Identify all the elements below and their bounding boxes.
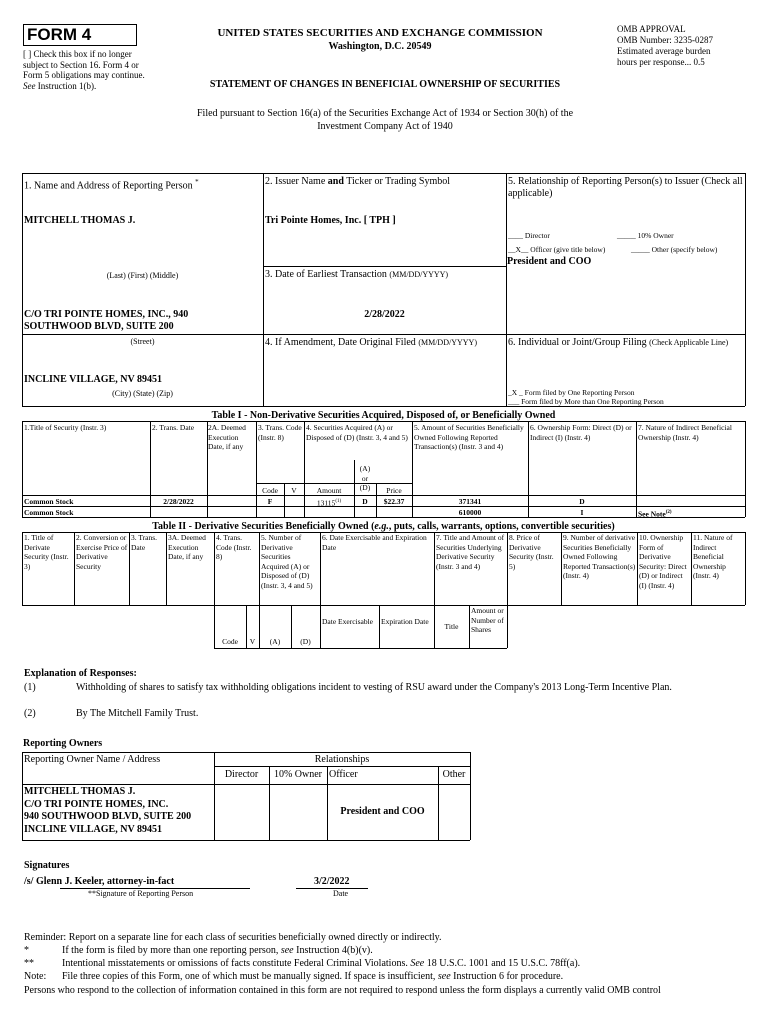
box3-label	[265, 269, 448, 281]
omb-hours: hours per response... 0.5	[617, 57, 705, 67]
t2-h-number: 5. Number of Derivative Securities Acquired (A) or Disposed of (D) (Instr. 3, 4 and 5)	[261, 533, 313, 590]
owner-line: MITCHELL THOMAS J.	[24, 786, 136, 797]
t1-h-amount: 5. Amount of Securities Beneficially Owned Following Reported Transaction(s) (Instr. 3 and 4)	[414, 423, 524, 451]
t2-h-owned: 9. Number of derivative Securities Beneficially Owned Following Reported Transaction(s) (Instr. 4)	[563, 533, 636, 580]
agency-city: Washington, D.C. 20549	[328, 41, 432, 52]
explanation-2-text: By The Mitchell Family Trust.	[76, 708, 199, 719]
t1-r0-amount-value: 13115	[316, 498, 336, 508]
t2-h-exercisable: 6. Date Exercisable and Expiration Date	[322, 533, 427, 552]
street-caption: (Street)	[130, 337, 155, 346]
footer-persons: Persons who respond to the collection of information contained in this form are not required to respond unless the form displays a currently valid OMB control	[24, 985, 661, 996]
footer-star-text	[62, 945, 373, 957]
filed-pursuant-line1: Filed pursuant to Section 16(a) of the Securities Exchange Act of 1934 or Section 30(h) of the	[196, 108, 574, 119]
t1-r1-form: I	[580, 508, 584, 517]
t1-r0-form: D	[579, 497, 585, 506]
checkbox-note-text: [ ] Check this box if no longer subject to Section 16. Form 4 or Form 5 obligations may continue.	[23, 49, 145, 80]
footer-star-sym: *	[24, 945, 29, 956]
officer-title: President and COO	[507, 256, 592, 267]
footer-note-text	[62, 971, 563, 983]
footer-dstar-a: Intentional misstatements or omissions of facts constitute Federal Criminal Violations.	[62, 958, 408, 969]
t2-h-price: 8. Price of Derivative Security (Instr. 5)	[509, 533, 554, 571]
t1-sub-code: Code	[262, 486, 278, 495]
t1-r0-owned: 371341	[458, 497, 482, 506]
reporting-person-name: MITCHELL THOMAS J.	[24, 215, 136, 226]
t1-r0-amount-note: (1)	[335, 499, 342, 504]
t2-h-nature: 11. Nature of Indirect Beneficial Ownership (Instr. 4)	[693, 533, 733, 580]
t1-r1-title: Common Stock	[24, 508, 74, 517]
footer-star-b: Instruction 4(b)(v).	[296, 945, 373, 956]
t1-r0-aord: D	[362, 497, 368, 506]
signature-text: /s/ Glenn J. Keeler, attorney-in-fact	[24, 876, 175, 887]
agency-name: UNITED STATES SECURITIES AND EXCHANGE COMMISSION	[217, 27, 543, 39]
footer-note-see: see	[437, 971, 451, 982]
omb-burden: Estimated average burden	[617, 46, 711, 56]
signature-caption: **Signature of Reporting Person	[88, 889, 194, 898]
t1-h-title: 1.Title of Security (Instr. 3)	[24, 423, 107, 432]
filing-more: ___ Form filed by More than One Reporting Person	[508, 397, 664, 406]
box5-label: 5. Relationship of Reporting Person(s) to Issuer (Check all applicable)	[508, 176, 743, 199]
filing-one: _X _ Form filed by One Reporting Person	[508, 388, 635, 397]
rel-other: _____ Other (specify below)	[631, 245, 718, 254]
checkbox-note-instr: Instruction 1(b).	[37, 80, 97, 91]
t1-h-code: 3. Trans. Code (Instr. 8)	[258, 423, 302, 442]
city-caption: (City) (State) (Zip)	[112, 389, 173, 398]
t2-h-underlying: 7. Title and Amount of Securities Underlying Derivative Security (Instr. 3 and 4)	[436, 533, 505, 571]
signatures-heading: Signatures	[24, 860, 70, 871]
t1-r0-amount	[304, 497, 354, 508]
t1-r0-price: $22.37	[383, 497, 405, 506]
omb-approval: OMB APPROVAL	[617, 24, 686, 34]
box2-label-a: 2. Issuer Name	[265, 176, 326, 187]
filed-pursuant-line2: Investment Company Act of 1940	[317, 121, 453, 132]
footer-reminder: Reminder: Report on a separate line for each class of securities beneficially owned directly or indirectly.	[24, 932, 442, 943]
t1-r0-code: F	[267, 497, 273, 506]
signature-date: 3/2/2022	[314, 876, 350, 887]
table2-title-a: Table II - Derivative Securities Beneficially Owned (	[152, 521, 375, 532]
omb-number: OMB Number: 3235-0287	[617, 35, 713, 45]
explanation-heading: Explanation of Responses:	[24, 668, 137, 679]
owners-col-officer: Officer	[329, 769, 358, 780]
explanation-1-text: Withholding of shares to satisfy tax withholding obligations incident to vesting of RSU award under the Company's 2013 Long-Term Incentive Plan.	[76, 682, 672, 693]
table2-title-b: , puts, calls, warrants, options, convertible securities)	[388, 521, 615, 532]
signature-date-caption: Date	[333, 889, 349, 898]
t2-h-title: 1. Title of Derivate Security (Instr. 3)	[24, 533, 69, 571]
reporting-person-street: C/O TRI POINTE HOMES, INC., 940 SOUTHWOOD BLVD, SUITE 200	[24, 309, 189, 332]
box2-label-b: Ticker or Trading Symbol	[346, 176, 451, 187]
box1-label-star: *	[195, 178, 199, 186]
t2-sub-a: (A)	[269, 637, 281, 646]
t1-r1-nature-note: (2)	[665, 510, 672, 515]
issuer-name: Tri Pointe Homes, Inc. [ TPH ]	[265, 215, 396, 226]
t1-r1-nature-text: See Note	[638, 509, 666, 519]
t1-r0-date: 2/28/2022	[163, 497, 194, 506]
rel-officer: __X__ Officer (give title below)	[508, 245, 606, 254]
owner-name-address	[24, 786, 191, 836]
box2-label-and: and	[327, 176, 344, 187]
box4-label-fmt: (MM/DD/YYYY)	[418, 338, 477, 347]
rel-ten-pct: _____ 10% Owner	[617, 231, 674, 240]
t2-h-conversion: 2. Conversion or Exercise Price of Derivative Security	[76, 533, 128, 571]
name-caption: (Last) (First) (Middle)	[106, 271, 179, 280]
omb-box	[617, 24, 757, 68]
t2-sub-title: Title	[444, 622, 459, 631]
table1-title: Table I - Non-Derivative Securities Acquired, Disposed of, or Beneficially Owned	[211, 410, 556, 421]
owners-col-10: 10% Owner	[273, 769, 323, 780]
owner-line: INCLINE VILLAGE, NV 89451	[24, 823, 162, 835]
owner-line: 940 SOUTHWOOD BLVD, SUITE 200	[24, 811, 192, 822]
explanation-1-num: (1)	[24, 682, 36, 693]
footer-star-a: If the form is filed by more than one reporting person,	[62, 945, 279, 956]
table2-title-eg: e.g.	[374, 521, 389, 532]
box3-label-fmt: (MM/DD/YYYY)	[389, 270, 449, 279]
owner-officer-title: President and COO	[340, 806, 425, 817]
t2-sub-v: V	[249, 637, 256, 646]
t2-h-date: 3. Trans. Date	[131, 533, 158, 552]
box3-label-text: 3. Date of Earliest Transaction	[265, 269, 387, 280]
t1-r1-owned: 610000	[458, 508, 482, 517]
t1-h-acquired: 4. Securities Acquired (A) or Disposed of (D) (Instr. 3, 4 and 5)	[306, 423, 408, 442]
footer-note-b: Instruction 6 for procedure.	[453, 971, 564, 982]
box6-label-small: (Check Applicable Line)	[649, 338, 729, 347]
earliest-transaction-date: 2/28/2022	[364, 309, 405, 320]
t2-h-code: 4. Trans. Code (Instr. 8)	[216, 533, 252, 561]
footer-note-sym: Note:	[24, 971, 47, 982]
footer-note-a: File three copies of this Form, one of which must be manually signed. If space is insufficient,	[62, 971, 436, 982]
t2-sub-d: (D)	[300, 637, 311, 646]
checkbox-note	[23, 49, 153, 91]
footer-dstar-see: See	[410, 958, 425, 969]
footer-dstar-sym: **	[24, 958, 34, 969]
owners-col-director: Director	[224, 769, 259, 780]
owners-col-rel: Relationships	[314, 754, 370, 765]
t1-sub-aord: (A) or (D)	[359, 464, 371, 492]
t1-h-date: 2. Trans. Date	[152, 423, 195, 432]
footer-dstar-text	[62, 958, 580, 970]
t2-sub-code: Code	[222, 637, 238, 646]
owner-line: C/O TRI POINTE HOMES, INC.	[24, 798, 169, 810]
t2-h-deemed: 3A. Deemed Execution Date, if any	[168, 533, 206, 561]
rel-director: ____ Director	[508, 231, 550, 240]
t1-h-nature: 7. Nature of Indirect Beneficial Ownership (Instr. 4)	[638, 423, 732, 442]
t2-sub-date-ex: Date Exercisable	[322, 617, 374, 626]
t1-sub-v: V	[291, 486, 297, 495]
footer-dstar-b: 18 U.S.C. 1001 and 15 U.S.C. 78ff(a).	[426, 958, 581, 969]
t1-sub-amount: Amount	[316, 486, 342, 495]
t2-h-form: 10. Ownership Form of Derivative Security: Direct (D) or Indirect (I) (Instr. 4)	[639, 533, 687, 590]
owners-heading: Reporting Owners	[23, 738, 103, 749]
t1-sub-price: Price	[386, 486, 402, 495]
t1-r0-title: Common Stock	[24, 497, 74, 506]
owners-col-name: Reporting Owner Name / Address	[24, 754, 161, 765]
box4-label-text: 4. If Amendment, Date Original Filed	[265, 337, 416, 348]
box1-label	[24, 176, 199, 192]
box4-label	[265, 337, 477, 349]
reporting-person-city: INCLINE VILLAGE, NV 89451	[24, 374, 162, 385]
t1-r1-nature	[638, 508, 672, 519]
owners-col-other: Other	[442, 769, 466, 780]
form-title: FORM 4	[23, 24, 137, 46]
t2-sub-amount: Amount or Number of Shares	[471, 606, 504, 634]
box1-label-text: 1. Name and Address of Reporting Person	[24, 180, 193, 192]
t1-h-deemed: 2A. Deemed Execution Date, if any	[208, 423, 246, 451]
explanation-2-num: (2)	[24, 708, 36, 719]
box6-label-text: 6. Individual or Joint/Group Filing	[508, 337, 647, 348]
box2-label	[265, 176, 450, 188]
footer-star-see: see	[280, 945, 294, 956]
box6-label	[508, 337, 743, 349]
statement-title: STATEMENT OF CHANGES IN BENEFICIAL OWNERSHIP OF SECURITIES	[209, 79, 561, 90]
checkbox-note-see: See	[23, 80, 36, 91]
t1-h-form: 6. Ownership Form: Direct (D) or Indirect (I) (Instr. 4)	[530, 423, 632, 442]
t2-sub-exp: Expiration Date	[381, 617, 429, 626]
